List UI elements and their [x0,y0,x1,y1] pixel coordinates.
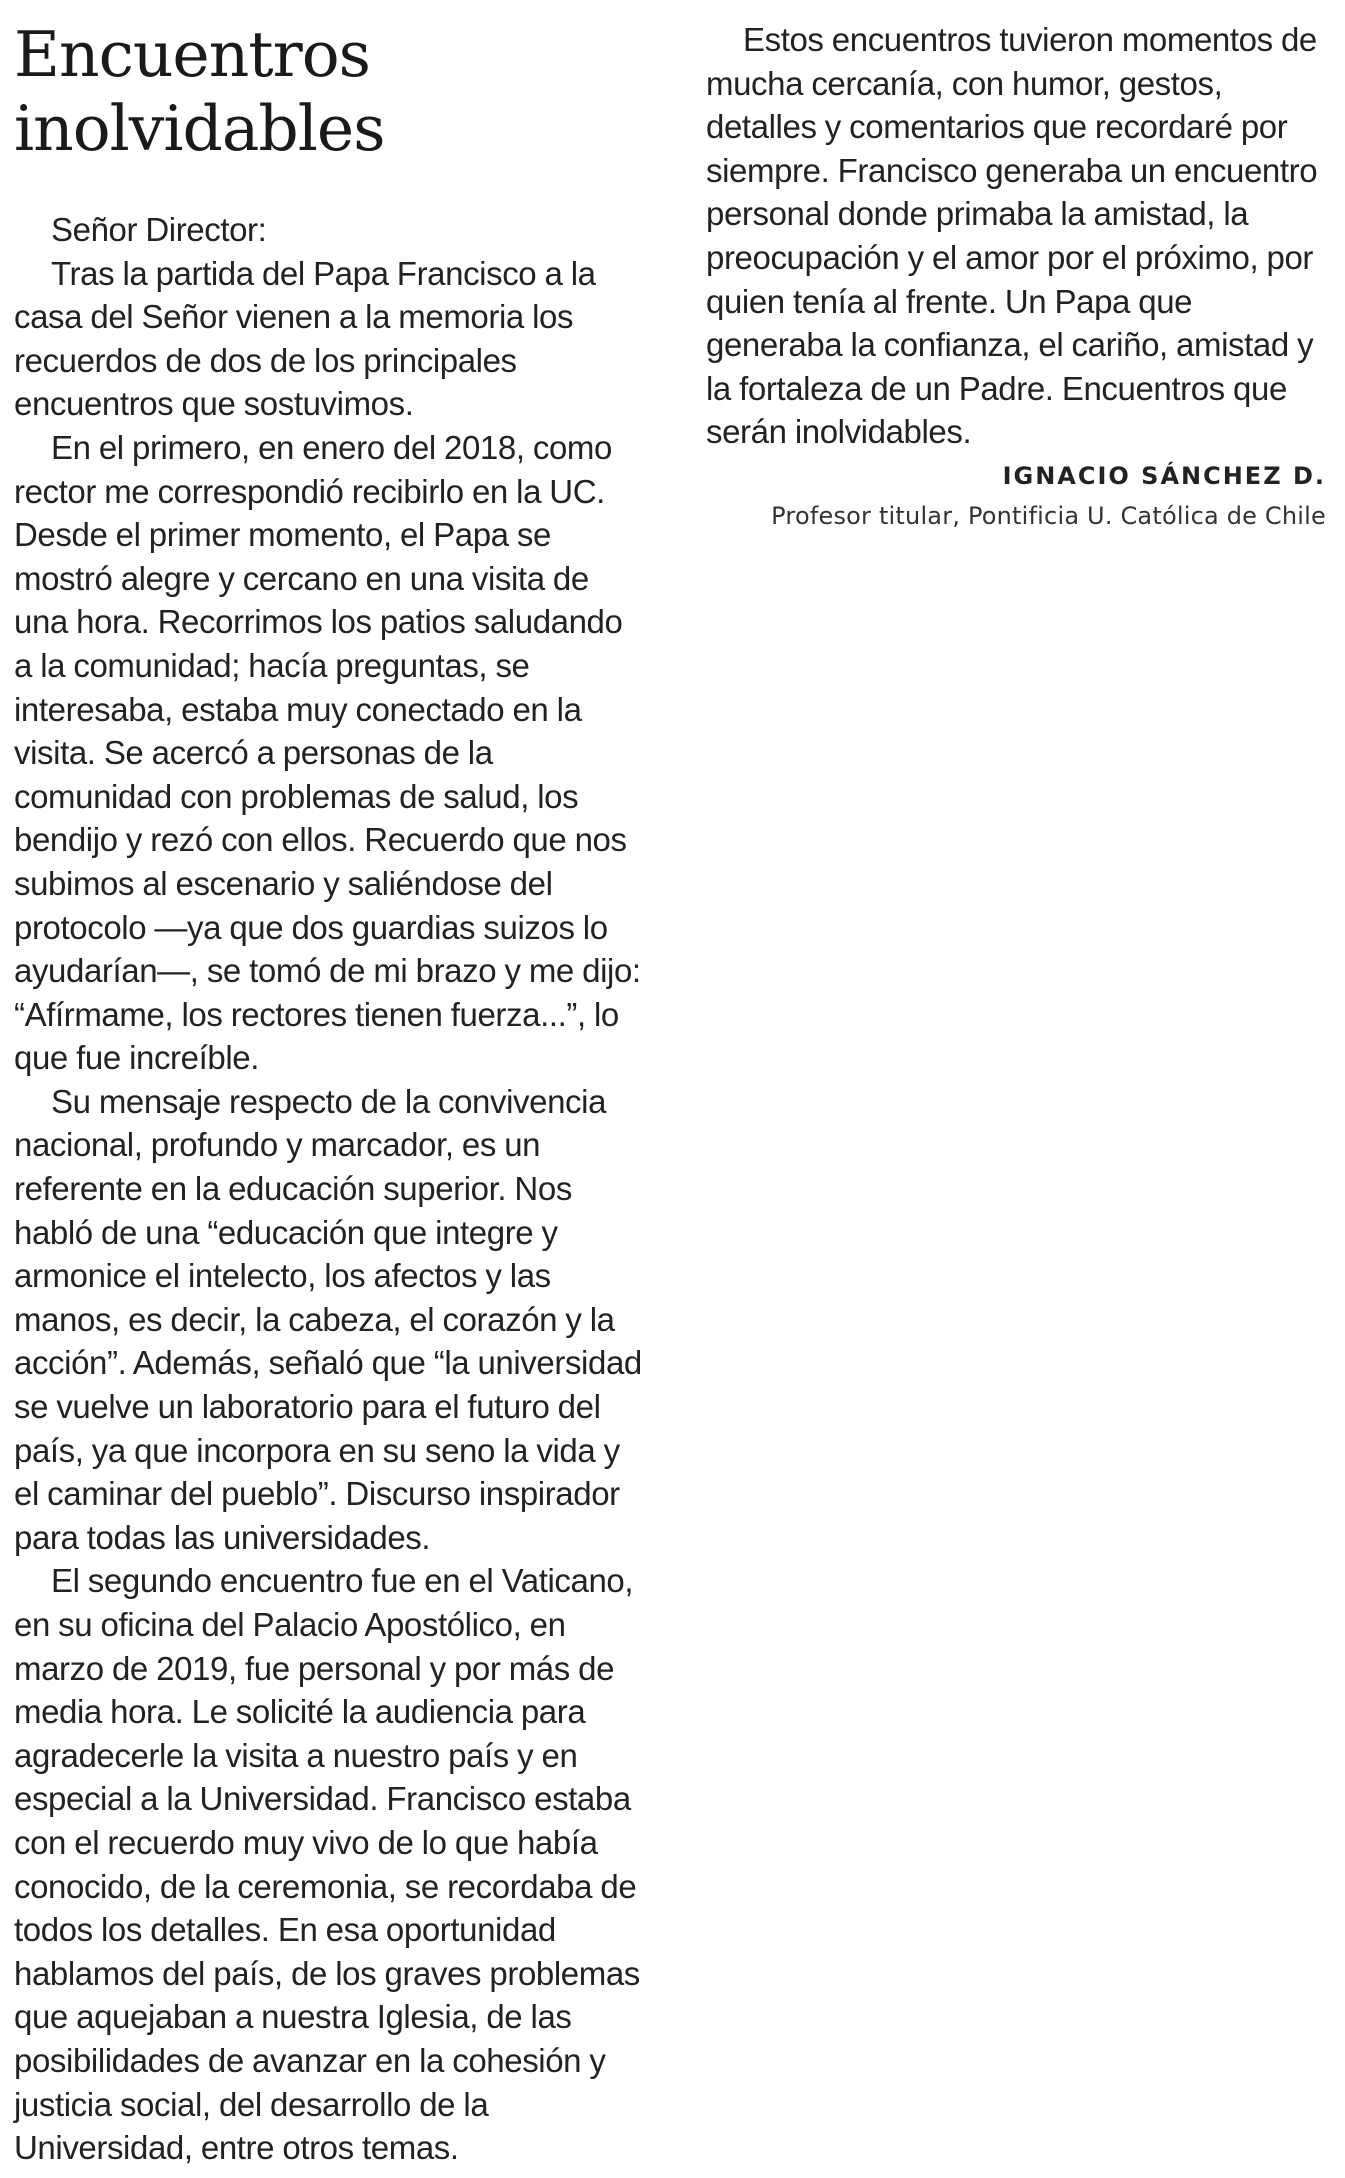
letter-title [14,18,644,166]
paragraph-3: Su mensaje respecto de la convivencia nacional, profundo y marcador, es un referente en la educación superior. Nos habló de una “educación que integre y armonice el intelecto, los afectos y las manos, es decir, la cabeza, el corazón y la acción”. Además, señaló que “la universidad se vuelve un laboratorio para el futuro del país, ya que incorpora en su seno la vida y el caminar del pueblo”. Discurso inspirador para todas las universidades. [14,1082,642,1556]
paragraph-5: Estos encuentros tuvieron momentos de mucha cercanía, con humor, gestos, detalles y comentarios que recordaré por siempre. Francisco generaba un encuentro personal donde primaba la amistad, la preocupación y el amor por el próximo, por quien tenía al frente. Un Papa que generaba la confianza, el cariño, amistad y la fortaleza de un Padre. Encuentros que serán inolvidables. [706,21,1318,451]
paragraph-1: Tras la partida del Papa Francisco a la casa del Señor vienen a la memoria los recuerdos de dos de los principales encuentros que sostuvimos. [14,254,596,423]
author-affiliation: Profesor titular, Pontificia U. Católica de Chile [771,501,1326,530]
paragraph-2: En el primero, en enero del 2018, como rector me correspondió recibirlo en la UC. Desde el primer momento, el Papa se mostró alegre y cercano en una visita de una hora. Recorrimos los patios saludando a la comunidad; hacía preguntas, se interesaba, estaba muy conectado en la visita. Se acercó a personas de la comunidad con problemas de salud, los bendijo y rezó con ellos. Recuerdo que nos subimos al escenario y saliéndose del protocolo —ya que dos guardias suizos lo ayudarían—, se tomó de mi brazo y me dijo: “Afírmame, los rectores tienen fuerza...”, lo que fue increíble. [14,428,641,1077]
right-column [706,18,1326,536]
title-line-1: Encuentros [14,18,370,91]
salutation: Señor Director: [51,211,267,248]
paragraph-4: El segundo encuentro fue en el Vaticano, en su oficina del Palacio Apostólico, en marzo de 2019, fue personal y por más de media hora. Le solicité la audiencia para agradecerle la visita a nuestro país y en especial a la Universidad. Francisco estaba con el recuerdo muy vivo de lo que había conocido, de la ceremonia, se recordaba de todos los detalles. En esa oportunidad hablamos del país, de los graves problemas que aquejaban a nuestra Iglesia, de las posibilidades de avanzar en la cohesión y justicia social, del desarrollo de la Universidad, entre otros temas. [14,1562,640,2167]
left-column [14,18,644,2170]
title-line-2: inolvidables [14,92,385,165]
author-signature: IGNACIO SÁNCHEZ D. [1002,461,1326,490]
